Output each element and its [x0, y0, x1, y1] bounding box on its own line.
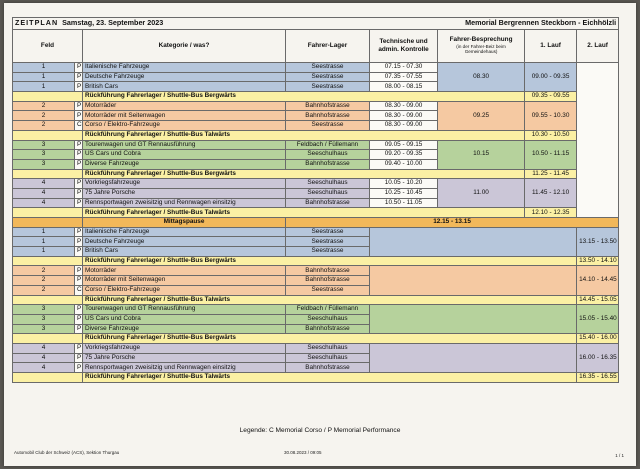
lauf2-cell	[577, 63, 619, 218]
class-cell: P	[75, 150, 83, 160]
besprechung-cell: 11.00	[438, 179, 525, 208]
shuttle-spacer	[13, 373, 83, 383]
feld-cell: 1	[13, 82, 75, 92]
shuttle-spacer	[13, 130, 83, 140]
lager-cell: Seestrasse	[286, 121, 370, 131]
class-cell: P	[75, 140, 83, 150]
kontrolle-cell: 07.15 - 07.30	[370, 63, 438, 73]
shuttle-spacer	[13, 92, 83, 102]
class-cell: P	[75, 276, 83, 286]
feld-cell: 3	[13, 314, 75, 324]
category-cell: Motorräder mit Seitenwagen	[83, 276, 286, 286]
shuttle-label: Rückführung Fahrerlager / Shuttle-Bus Bergwärts	[83, 169, 525, 179]
feld-cell: 4	[13, 363, 75, 373]
besprechung-note: (in der Fahrer-Beiz beim Gemeindehaus)	[456, 44, 506, 54]
table-row	[13, 305, 619, 315]
shuttle-time: 12.10 - 12.35	[525, 208, 577, 218]
shuttle-label: Rückführung Fahrerlager / Shuttle-Bus Bergwärts	[83, 92, 525, 102]
feld-cell: 3	[13, 150, 75, 160]
lauf2-cell: 13.15 - 13.50	[577, 227, 619, 256]
class-cell: P	[75, 63, 83, 73]
afternoon-block	[370, 266, 577, 295]
kontrolle-cell: 10.50 - 11.05	[370, 198, 438, 208]
shuttle-time: 16.35 - 16.55	[577, 373, 619, 383]
lager-cell: Seeschulhaus	[286, 150, 370, 160]
footer-organizer: Automobil Club der Schweiz (ACS), Sektion Thurgau	[14, 450, 120, 455]
besprechung-cell: 10.15	[438, 140, 525, 169]
category-cell: Corso / Elektro-Fahrzeuge	[83, 121, 286, 131]
col-header-kategorie: Kategorie / was?	[83, 30, 286, 63]
legend: Legende: C Memorial Corso / P Memorial Performance	[239, 427, 401, 434]
table-row	[13, 227, 619, 237]
shuttle-time: 10.30 - 10.50	[525, 130, 577, 140]
class-cell: P	[75, 111, 83, 121]
class-cell: P	[75, 343, 83, 353]
kontrolle-cell: 10.05 - 10.20	[370, 179, 438, 189]
category-cell: Diverse Fahrzeuge	[83, 324, 286, 334]
category-cell: Rennsportwagen zweisitzig und Rennwagen einsitzig	[83, 363, 286, 373]
shuttle-row	[13, 130, 619, 140]
kontrolle-cell: 08.30 - 09.00	[370, 111, 438, 121]
kontrolle-cell: 08.00 - 08.15	[370, 82, 438, 92]
shuttle-row	[13, 373, 619, 383]
feld-cell: 1	[13, 227, 75, 237]
category-cell: Vorkriegsfahrzeuge	[83, 343, 286, 353]
category-cell: Motorräder	[83, 266, 286, 276]
col-header-lager: Fahrer-Lager	[286, 30, 370, 63]
shuttle-time: 09.35 - 09.55	[525, 92, 577, 102]
lauf1-cell: 10.50 - 11.15	[525, 140, 577, 169]
category-cell: Tourenwagen und GT Rennausführung	[83, 140, 286, 150]
category-cell: Motorräder mit Seitenwagen	[83, 111, 286, 121]
feld-cell: 4	[13, 188, 75, 198]
schedule-table	[12, 17, 619, 383]
class-cell: P	[75, 188, 83, 198]
category-cell: British Cars	[83, 247, 286, 257]
lager-cell: Feldbach / Füllemann	[286, 305, 370, 315]
lager-cell: Bahnhofstrasse	[286, 198, 370, 208]
lager-cell: Seeschulhaus	[286, 179, 370, 189]
col-header-lauf2: 2. Lauf	[577, 30, 619, 63]
footer-page: 1 / 1	[615, 453, 624, 458]
class-cell: P	[75, 363, 83, 373]
lager-cell: Seestrasse	[286, 285, 370, 295]
class-cell: P	[75, 247, 83, 257]
feld-cell: 4	[13, 198, 75, 208]
class-cell: P	[75, 179, 83, 189]
category-cell: Deutsche Fahrzeuge	[83, 237, 286, 247]
table-row	[13, 101, 619, 111]
lager-cell: Seeschulhaus	[286, 314, 370, 324]
class-cell: P	[75, 324, 83, 334]
shuttle-spacer	[13, 295, 83, 305]
feld-cell: 2	[13, 276, 75, 286]
feld-cell: 3	[13, 324, 75, 334]
category-cell: Motorräder	[83, 101, 286, 111]
kontrolle-cell: 08.30 - 09.00	[370, 121, 438, 131]
feld-cell: 2	[13, 111, 75, 121]
lauf1-cell: 09.00 - 09.35	[525, 63, 577, 92]
shuttle-time: 15.40 - 16.00	[577, 334, 619, 344]
page-title: ZEITPLAN	[15, 18, 59, 28]
shuttle-spacer	[13, 334, 83, 344]
pause-time: 12.15 - 13.15	[286, 218, 619, 228]
category-cell: Italienische Fahrzeuge	[83, 227, 286, 237]
shuttle-label: Rückführung Fahrerlager / Shuttle-Bus Bergwärts	[83, 334, 577, 344]
feld-cell: 3	[13, 305, 75, 315]
col-header-lauf1: 1. Lauf	[525, 30, 577, 63]
lager-cell: Seeschulhaus	[286, 188, 370, 198]
category-cell: 75 Jahre Porsche	[83, 188, 286, 198]
lager-cell: Bahnhofstrasse	[286, 324, 370, 334]
kontrolle-cell: 07.35 - 07.55	[370, 72, 438, 82]
shuttle-label: Rückführung Fahrerlager / Shuttle-Bus Talwärts	[83, 208, 525, 218]
category-cell: 75 Jahre Porsche	[83, 353, 286, 363]
class-cell: P	[75, 72, 83, 82]
feld-cell: 1	[13, 237, 75, 247]
title-row	[13, 18, 619, 30]
class-cell: C	[75, 121, 83, 131]
table-row	[13, 63, 619, 73]
category-cell: US Cars und Cobra	[83, 314, 286, 324]
class-cell: P	[75, 305, 83, 315]
feld-cell: 2	[13, 266, 75, 276]
kontrolle-cell: 09.40 - 10.00	[370, 159, 438, 169]
shuttle-time: 14.45 - 15.05	[577, 295, 619, 305]
afternoon-block	[370, 227, 577, 256]
lauf1-cell: 11.45 - 12.10	[525, 179, 577, 208]
lager-cell: Seestrasse	[286, 82, 370, 92]
feld-cell: 2	[13, 285, 75, 295]
feld-cell: 4	[13, 353, 75, 363]
shuttle-label: Rückführung Fahrerlager / Shuttle-Bus Bergwärts	[83, 256, 577, 266]
class-cell: P	[75, 266, 83, 276]
class-cell: P	[75, 227, 83, 237]
category-cell: Rennsportwagen zweisitzig und Rennwagen einsitzig	[83, 198, 286, 208]
shuttle-spacer	[13, 208, 83, 218]
category-cell: Corso / Elektro-Fahrzeuge	[83, 285, 286, 295]
shuttle-label: Rückführung Fahrerlager / Shuttle-Bus Talwärts	[83, 130, 525, 140]
category-cell: Diverse Fahrzeuge	[83, 159, 286, 169]
feld-cell: 1	[13, 72, 75, 82]
category-cell: US Cars und Cobra	[83, 150, 286, 160]
lager-cell: Bahnhofstrasse	[286, 363, 370, 373]
lager-cell: Seestrasse	[286, 237, 370, 247]
schedule-sheet	[4, 3, 636, 466]
lauf2-cell: 14.10 - 14.45	[577, 266, 619, 295]
feld-cell: 2	[13, 101, 75, 111]
lager-cell: Bahnhofstrasse	[286, 111, 370, 121]
lauf2-cell: 15.05 - 15.40	[577, 305, 619, 334]
lager-cell: Bahnhofstrasse	[286, 276, 370, 286]
category-cell: Italienische Fahrzeuge	[83, 63, 286, 73]
class-cell: P	[75, 237, 83, 247]
kontrolle-cell: 09.05 - 09.15	[370, 140, 438, 150]
lager-cell: Seeschulhaus	[286, 343, 370, 353]
feld-cell: 2	[13, 121, 75, 131]
lager-cell: Seeschulhaus	[286, 353, 370, 363]
class-cell: P	[75, 314, 83, 324]
besprechung-title: Fahrer-Besprechung	[449, 36, 513, 43]
event-date: Samstag, 23. September 2023	[62, 18, 164, 28]
class-cell: P	[75, 198, 83, 208]
category-cell: Deutsche Fahrzeuge	[83, 72, 286, 82]
besprechung-cell: 08.30	[438, 63, 525, 92]
shuttle-row	[13, 295, 619, 305]
shuttle-label: Rückführung Fahrerlager / Shuttle-Bus Talwärts	[83, 295, 577, 305]
table-row	[13, 140, 619, 150]
lauf2-cell: 16.00 - 16.35	[577, 343, 619, 372]
class-cell: P	[75, 101, 83, 111]
lager-cell: Bahnhofstrasse	[286, 101, 370, 111]
shuttle-time: 13.50 - 14.10	[577, 256, 619, 266]
lager-cell: Seestrasse	[286, 247, 370, 257]
shuttle-time: 11.25 - 11.45	[525, 169, 577, 179]
shuttle-spacer	[13, 256, 83, 266]
feld-cell: 1	[13, 63, 75, 73]
pause-spacer	[13, 218, 83, 228]
table-row	[13, 266, 619, 276]
column-header-row	[13, 30, 619, 63]
category-cell: Tourenwagen und GT Rennausführung	[83, 305, 286, 315]
pause-label: Mittagspause	[83, 218, 286, 228]
besprechung-cell: 09.25	[438, 101, 525, 130]
footer-timestamp: 30.08.2023 / 09:05	[284, 450, 322, 455]
feld-cell: 3	[13, 140, 75, 150]
feld-cell: 1	[13, 247, 75, 257]
pause-row	[13, 218, 619, 228]
lager-cell: Bahnhofstrasse	[286, 159, 370, 169]
feld-cell: 3	[13, 159, 75, 169]
shuttle-label: Rückführung Fahrerlager / Shuttle-Bus Talwärts	[83, 373, 577, 383]
shuttle-spacer	[13, 169, 83, 179]
shuttle-row	[13, 92, 619, 102]
kontrolle-cell: 09.20 - 09.35	[370, 150, 438, 160]
shuttle-row	[13, 169, 619, 179]
col-header-kontrolle: Technische und admin. Kontrolle	[370, 30, 438, 63]
table-row	[13, 179, 619, 189]
lauf1-cell: 09.55 - 10.30	[525, 101, 577, 130]
category-cell: British Cars	[83, 82, 286, 92]
col-header-feld: Feld	[13, 30, 83, 63]
class-cell: P	[75, 353, 83, 363]
afternoon-block	[370, 343, 577, 372]
col-header-besprechung	[438, 30, 525, 63]
class-cell: P	[75, 82, 83, 92]
class-cell: C	[75, 285, 83, 295]
lager-cell: Seestrasse	[286, 72, 370, 82]
feld-cell: 4	[13, 343, 75, 353]
category-cell: Vorkriegsfahrzeuge	[83, 179, 286, 189]
feld-cell: 4	[13, 179, 75, 189]
lager-cell: Seestrasse	[286, 227, 370, 237]
afternoon-block	[370, 305, 577, 334]
kontrolle-cell: 08.30 - 09.00	[370, 101, 438, 111]
kontrolle-cell: 10.25 - 10.45	[370, 188, 438, 198]
shuttle-row	[13, 256, 619, 266]
lager-cell: Feldbach / Füllemann	[286, 140, 370, 150]
event-name: Memorial Bergrennen Steckborn - Eichhölzli	[465, 18, 617, 28]
shuttle-row	[13, 334, 619, 344]
shuttle-row	[13, 208, 619, 218]
table-row	[13, 343, 619, 353]
lager-cell: Seestrasse	[286, 63, 370, 73]
class-cell: P	[75, 159, 83, 169]
lager-cell: Bahnhofstrasse	[286, 266, 370, 276]
